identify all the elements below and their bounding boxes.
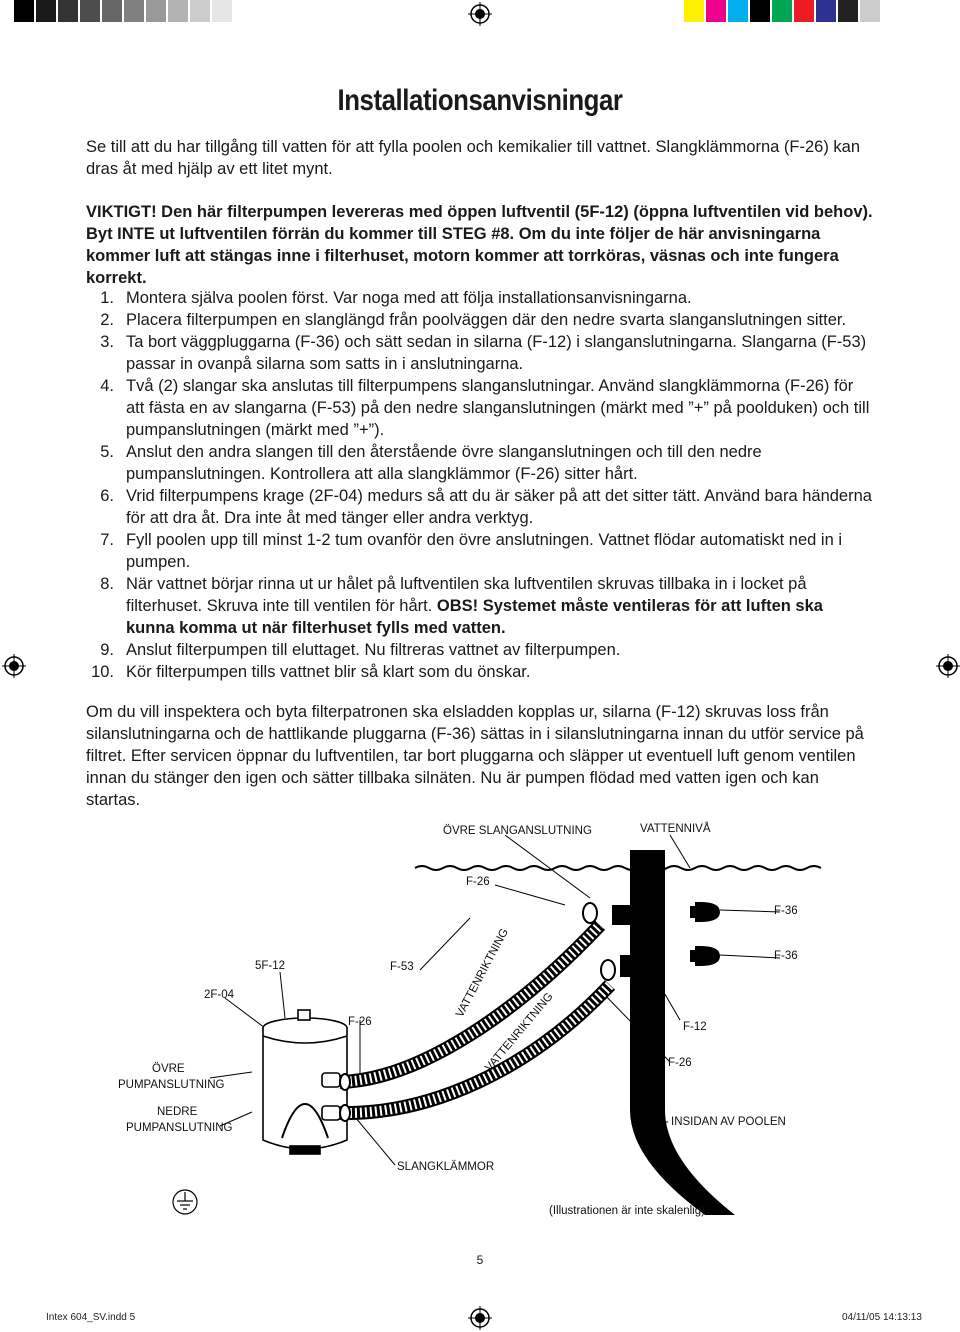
step-text: Två (2) slangar ska anslutas till filterpumpens slanganslutningar. Använd slangklämmorna (F-26) för att fästa en av slangarna (F-53) på den nedre slanganslutningen (märkt med ”+” på poolduken) och till pumpanslutningen (märkt med ”+”). [126, 377, 870, 439]
step-text: Placera filterpumpen en slanglängd från poolväggen där den nedre svarta slanganslutningen sitter. [126, 311, 847, 329]
color-calibration-bar [684, 0, 882, 24]
intro-paragraph: Se till att du har tillgång till vatten för att fylla poolen och kemikalier till vattnet. Slangklämmorna (F-26) kan dras åt med hjälp av ett litet mynt. [86, 138, 861, 178]
step-number: 9. [100, 641, 114, 659]
step-text: Anslut filterpumpen till eluttaget. Nu filtreras vattnet av filterpumpen. [126, 641, 621, 659]
label-upper-pump-2: PUMPANSLUTNING [118, 1079, 225, 1091]
footer-file-info: Intex 604_SV.indd 5 [46, 1312, 136, 1323]
step-text: Fyll poolen upp till minst 1-2 tum ovanför den övre anslutningen. Vattnet flödar automatiskt ned in i pumpen. [126, 531, 843, 571]
step-number: 3. [100, 333, 114, 351]
calibration-swatch [212, 0, 234, 22]
label-inside-pool: INSIDAN AV POOLEN [671, 1116, 786, 1128]
calibration-swatch [772, 0, 794, 22]
step-item [86, 639, 876, 661]
step-number: 4. [100, 377, 114, 395]
step-text: Montera själva poolen först. Var noga med att följa installationsanvisningarna. [126, 289, 692, 307]
step-item [86, 375, 876, 441]
calibration-swatch [36, 0, 58, 22]
label-water-level: VATTENNIVÅ [640, 823, 711, 835]
step-number: 1. [100, 289, 114, 307]
page-title: Installationsanvisningar [337, 84, 623, 117]
registration-mark-icon [468, 2, 492, 26]
installation-steps [86, 287, 876, 683]
calibration-swatch [684, 0, 706, 22]
registration-mark-icon [2, 654, 26, 678]
step-number: 8. [100, 575, 114, 593]
label-upper-pump-1: ÖVRE [152, 1063, 185, 1075]
step-number: 5. [100, 443, 114, 461]
ground-symbol-icon [173, 1190, 197, 1214]
calibration-swatch [816, 0, 838, 22]
calibration-swatch [58, 0, 80, 22]
step-number: 6. [100, 487, 114, 505]
label-lower-pump-2: PUMPANSLUTNING [126, 1122, 233, 1134]
step-item [86, 309, 876, 331]
label-f26-right: F-26 [668, 1057, 692, 1069]
label-water-direction-2: VATTENRIKTNING [483, 990, 556, 1074]
registration-mark-icon [936, 654, 960, 678]
step-item [86, 441, 876, 485]
label-2f04: 2F-04 [204, 989, 235, 1001]
label-f36-lower: F-36 [774, 950, 798, 962]
calibration-swatch [860, 0, 882, 22]
calibration-swatch [146, 0, 168, 22]
hoses [340, 925, 610, 1113]
page-number: 5 [476, 1253, 484, 1267]
step-text-bold: OBS! Systemet måste ventileras för att luften ska kunna komma ut när filterhuset fylls med vatten. [126, 597, 823, 637]
calibration-swatch [706, 0, 728, 22]
step-text: Anslut den andra slangen till den återstående övre slanganslutningen och till den nedre pumpanslutningen. Kontrollera att alla slangklämmor (F-26) sitter hårt. [126, 443, 762, 483]
label-f12: F-12 [683, 1021, 707, 1033]
label-not-to-scale: (Illustrationen är inte skalenlig) [549, 1205, 705, 1217]
step-text-regular: När vattnet börjar rinna ut ur hålet på luftventilen ska luftventilen skruvas tillbaka in i locket på filterhuset. Skruva inte till ventilen för hårt. [126, 575, 807, 615]
step-item [86, 287, 876, 309]
label-f53: F-53 [390, 961, 414, 973]
calibration-swatch [794, 0, 816, 22]
calibration-swatch [102, 0, 124, 22]
step-text: Vrid filterpumpens krage (2F-04) medurs så att du är säker på att det sitter tätt. Använd bara händerna för att dra åt. Dra inte åt med tänger eller andra verktyg. [126, 487, 872, 527]
water-level-line [415, 866, 821, 870]
calibration-swatch [190, 0, 212, 22]
calibration-swatch [14, 0, 36, 22]
label-lower-pump-1: NEDRE [157, 1106, 198, 1118]
label-f26-top: F-26 [466, 876, 490, 888]
step-item [86, 661, 876, 683]
step-number: 2. [100, 311, 114, 329]
label-water-direction-1: VATTENRIKTNING [454, 926, 511, 1020]
installation-diagram [0, 810, 960, 1230]
step-number: 7. [100, 531, 114, 549]
step-text [126, 573, 876, 639]
step-text: Kör filterpumpen tills vattnet blir så klart som du önskar. [126, 663, 531, 681]
calibration-swatch [124, 0, 146, 22]
label-5f12: 5F-12 [255, 960, 286, 972]
step-item [86, 573, 876, 639]
wall-plugs [690, 902, 720, 966]
step-item [86, 331, 876, 375]
step-number: 10. [91, 663, 114, 681]
important-notice: VIKTIGT! Den här filterpumpen levereras med öppen luftventil (5F-12) (öppna luftventilen vid behov). Byt INTE ut luftventilen förrän du kommer till STEG #8. Om du inte följer de här anvisningarna kommer luft att stängas inne i filterhuset, motorn kommer att torrköras, väsnas och inte fungera korrekt. [86, 203, 873, 287]
label-hose-clamps: SLANGKLÄMMOR [397, 1161, 495, 1173]
step-item [86, 485, 876, 529]
step-item [86, 529, 876, 573]
calibration-swatch [80, 0, 102, 22]
registration-mark-icon [468, 1306, 492, 1330]
step-text: Ta bort väggpluggarna (F-36) och sätt sedan in silarna (F-12) i slanganslutningarna. Slangarna (F-53) passar in ovanpå silarna som satts in i anslutningarna. [126, 333, 867, 373]
service-paragraph: Om du vill inspektera och byta filterpatronen ska elsladden kopplas ur, silarna (F-12) skruvas loss från silanslutningarna och de hattlikande pluggarna (F-36) sättas in i silanslutningarna innan du utför service på filtret. Efter servicen öppnar du luftventilen, tar bort pluggarna och släpper ut eventuell luft genom ventilen innan du stänger den igen och sätter tillbaka silnäten. Nu är pumpen flödad med vatten igen och kan startas. [86, 703, 864, 809]
label-f26-left: F-26 [348, 1016, 372, 1028]
gray-calibration-bar [14, 0, 234, 24]
label-f36-upper: F-36 [774, 905, 798, 917]
label-upper-hose-connection: ÖVRE SLANGANSLUTNING [443, 825, 592, 837]
footer-timestamp: 04/11/05 14:13:13 [842, 1312, 922, 1323]
calibration-swatch [168, 0, 190, 22]
calibration-swatch [838, 0, 860, 22]
calibration-swatch [750, 0, 772, 22]
calibration-swatch [728, 0, 750, 22]
